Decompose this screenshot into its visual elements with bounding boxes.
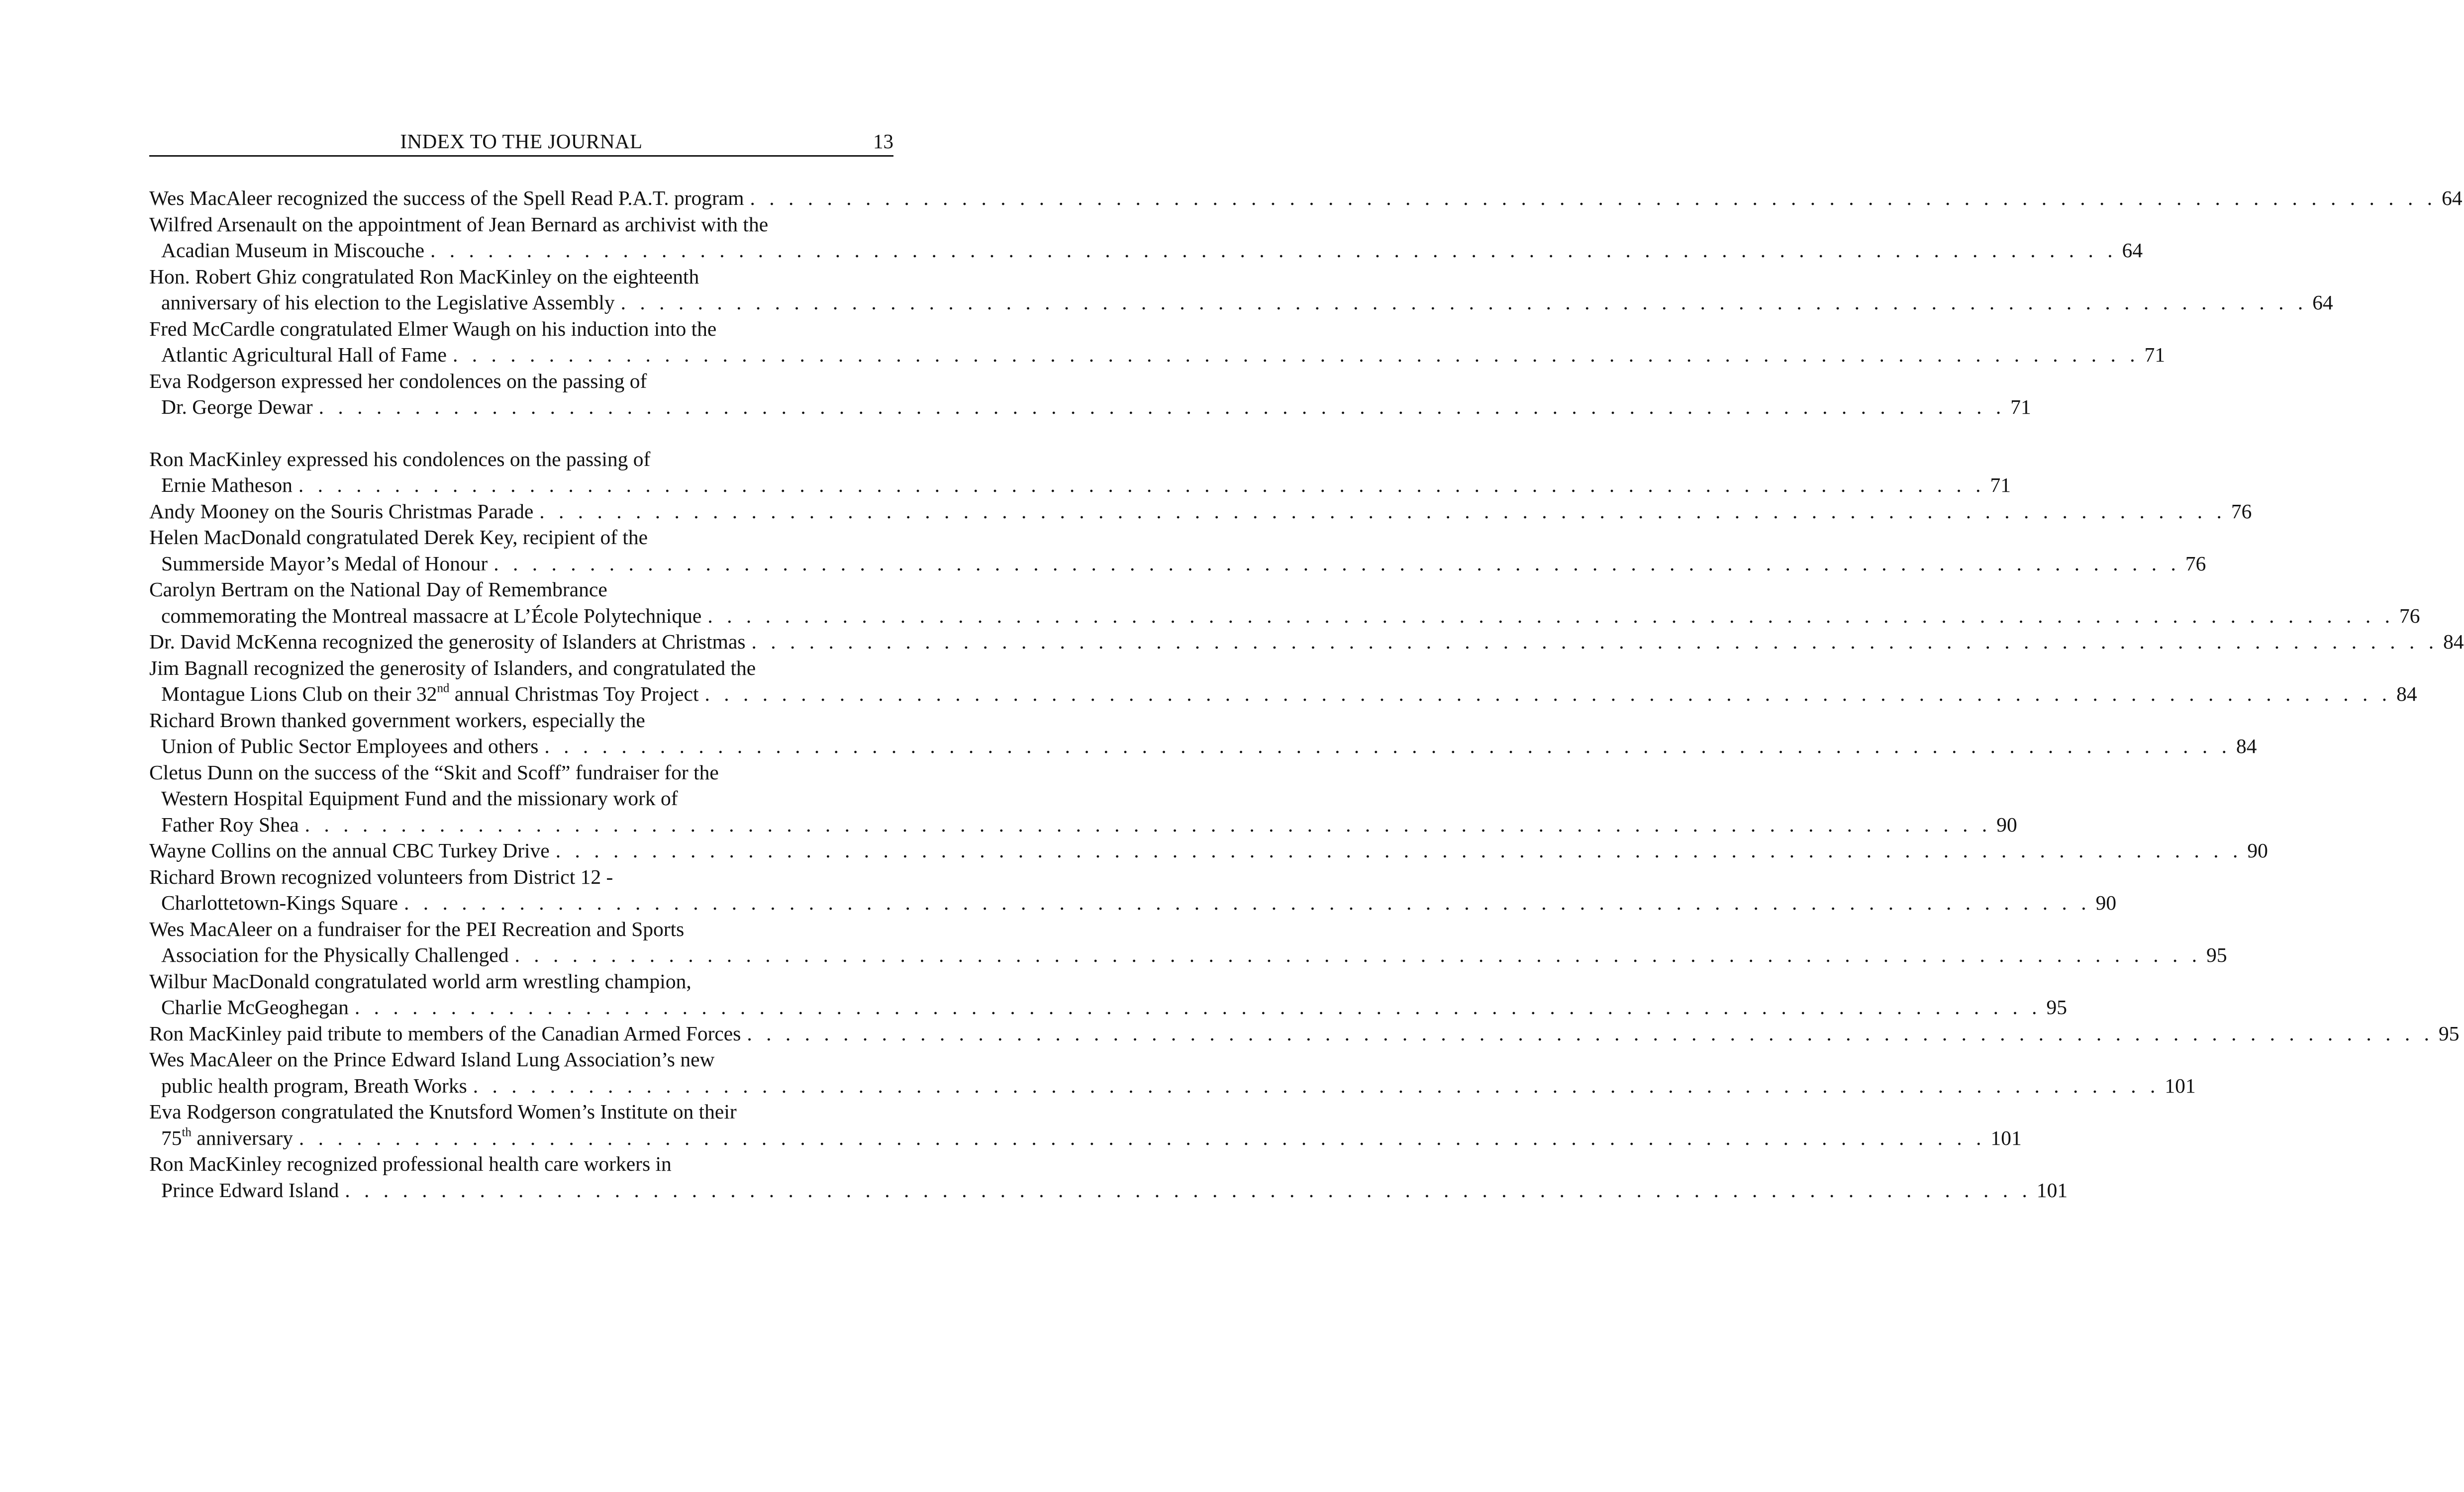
- dot-leader: . . . . . . . . . . . . . . . . . . . . . . . . . . . . . . . . . . . . . . . . . . . . . . . . . . . . . . . . . . . . . . . . . . . . . . . . . . . . . . . . . . . . . . . .: [544, 735, 2232, 757]
- entry-line: [149, 472, 2011, 498]
- entry-page-number: 101: [2036, 1178, 2068, 1202]
- entry-line: [149, 733, 2257, 759]
- dot-leader: . . . . . . . . . . . . . . . . . . . . . . . . . . . . . . . . . . . . . . . . . . . . . . . . . . . . . . . . . . . . . . . . . . . . . . . . . . . . . . . . . . . . . . . .: [354, 996, 2042, 1019]
- index-entry: [149, 1021, 2460, 1047]
- entry-page-number: 95: [2206, 943, 2227, 966]
- entry-text-part: anniversary: [191, 1126, 293, 1149]
- dot-leader: . . . . . . . . . . . . . . . . . . . . . . . . . . . . . . . . . . . . . . . . . . . . . . . . . . . . . . . . . . . . . . . . . . . . . . . . . . . . . . . . . . . . . . . .: [704, 682, 2392, 705]
- entry-page-number: 71: [1990, 473, 2011, 496]
- index-entry: [149, 211, 2143, 264]
- entry-page-number: 64: [2442, 186, 2463, 209]
- entry-text: Father Roy Shea: [161, 813, 299, 836]
- entry-text: [161, 681, 699, 707]
- entry-line: [149, 1073, 2196, 1099]
- entry-text: Richard Brown thanked government workers, especially the: [149, 708, 645, 732]
- dot-leader: . . . . . . . . . . . . . . . . . . . . . . . . . . . . . . . . . . . . . . . . . . . . . . . . . . . . . . . . . . . . . . . . . . . . . . . . . . . . . . . . . . . . . . . .: [514, 943, 2202, 966]
- entry-line: [149, 1021, 2460, 1047]
- entry-text: commemorating the Montreal massacre at L’École Polytechnique: [161, 604, 702, 627]
- entry-page-number: 76: [2399, 604, 2420, 627]
- entry-text: Atlantic Agricultural Hall of Fame: [161, 343, 447, 366]
- entry-text: Association for the Physically Challenged: [161, 943, 509, 966]
- entry-line: [149, 185, 2463, 211]
- entry-text: Dr. George Dewar: [161, 395, 313, 418]
- entry-text-part: 75: [161, 1126, 182, 1149]
- entry-text: Charlottetown-Kings Square: [161, 891, 398, 914]
- dot-leader: . . . . . . . . . . . . . . . . . . . . . . . . . . . . . . . . . . . . . . . . . . . . . . . . . . . . . . . . . . . . . . . . . . . . . . . . . . . . . . . . . . . . . . . .: [345, 1178, 2032, 1202]
- ordinal-suffix: th: [182, 1125, 192, 1139]
- entry-text: Carolyn Bertram on the National Day of Remembrance: [149, 578, 607, 601]
- index-entry: [149, 655, 2417, 707]
- entry-page-number: 101: [2165, 1074, 2196, 1097]
- dot-leader: . . . . . . . . . . . . . . . . . . . . . . . . . . . . . . . . . . . . . . . . . . . . . . . . . . . . . . . . . . . . . . . . . . . . . . . . . . . . . . . . . . . . . . . .: [620, 291, 2308, 314]
- index-entry: [149, 968, 2067, 1021]
- entry-line: [149, 394, 2031, 420]
- entry-text: anniversary of his election to the Legislative Assembly: [161, 291, 615, 314]
- entry-page-number: 64: [2122, 239, 2143, 262]
- index-entry: [149, 864, 2117, 916]
- entry-line: [149, 1125, 2022, 1151]
- entry-line: [149, 498, 2252, 525]
- entry-text: Eva Rodgerson expressed her condolences on the passing of: [149, 369, 647, 392]
- entry-line: [149, 289, 2333, 316]
- entry-line: [149, 603, 2420, 629]
- index-entry: [149, 838, 2268, 864]
- dot-leader: . . . . . . . . . . . . . . . . . . . . . . . . . . . . . . . . . . . . . . . . . . . . . . . . . . . . . . . . . . . . . . . . . . . . . . . . . . . . . . . . . . . . . . . .: [493, 552, 2180, 575]
- entry-text: Union of Public Sector Employees and others: [161, 735, 539, 757]
- entry-text: Wayne Collins on the annual CBC Turkey Drive: [149, 839, 550, 862]
- entry-text: Wes MacAleer recognized the success of the Spell Read P.A.T. program: [149, 186, 744, 209]
- index-entry: [149, 1099, 2022, 1151]
- dot-leader: . . . . . . . . . . . . . . . . . . . . . . . . . . . . . . . . . . . . . . . . . . . . . . . . . . . . . . . . . . . . . . . . . . . . . . . . . . . . . . . . . . . . . . . .: [750, 186, 2437, 209]
- entry-line: [149, 551, 2206, 577]
- entry-page-number: 71: [2144, 343, 2166, 366]
- index-entry: [149, 264, 2333, 316]
- index-entry: [149, 498, 2252, 525]
- entry-page-number: 90: [2095, 891, 2117, 914]
- entry-page-number: 84: [2443, 630, 2464, 653]
- dot-leader: . . . . . . . . . . . . . . . . . . . . . . . . . . . . . . . . . . . . . . . . . . . . . . . . . . . . . . . . . . . . . . . . . . . . . . . . . . . . . . . . . . . . . . . .: [298, 1126, 1986, 1149]
- entry-page-number: 101: [1990, 1126, 2022, 1149]
- index-entry: [149, 368, 2031, 420]
- entry-text: Jim Bagnall recognized the generosity of Islanders, and congratulated the: [149, 656, 756, 679]
- index-entry: [149, 316, 2166, 368]
- index-entry: [149, 916, 2227, 968]
- entry-page-number: 64: [2312, 291, 2333, 314]
- page-number: 13: [873, 130, 893, 153]
- entry-page-number: 95: [2046, 996, 2067, 1019]
- entry-text: Summerside Mayor’s Medal of Honour: [161, 552, 488, 575]
- entry-line: [149, 681, 2417, 707]
- index-entry: [149, 707, 2257, 759]
- entry-page-number: 95: [2439, 1022, 2460, 1045]
- entry-text: [161, 1125, 293, 1151]
- entry-text: Cletus Dunn on the success of the “Skit and Scoff” fundraiser for the: [149, 760, 719, 784]
- index-entry-list: [149, 185, 2464, 1203]
- entry-text: public health program, Breath Works: [161, 1074, 467, 1097]
- entry-line: [149, 838, 2268, 864]
- entry-line: [149, 237, 2143, 264]
- entry-text: Wilfred Arsenault on the appointment of Jean Bernard as archivist with the: [149, 212, 769, 236]
- index-entry: [149, 1046, 2196, 1099]
- entry-text: Andy Mooney on the Souris Christmas Parade: [149, 499, 534, 523]
- entry-line: [149, 942, 2227, 968]
- index-entry: [149, 629, 2464, 655]
- entry-line: [149, 812, 2017, 838]
- entry-page-number: 90: [1996, 813, 2017, 836]
- index-entry: [149, 1151, 2068, 1203]
- index-entry: [149, 446, 2011, 498]
- dot-leader: . . . . . . . . . . . . . . . . . . . . . . . . . . . . . . . . . . . . . . . . . . . . . . . . . . . . . . . . . . . . . . . . . . . . . . . . . . . . . . . . . . . . . . . .: [707, 604, 2394, 627]
- entry-page-number: 84: [2396, 682, 2417, 705]
- entry-text: Western Hospital Equipment Fund and the missionary work of: [161, 787, 678, 810]
- entry-text: Wilbur MacDonald congratulated world arm wrestling champion,: [149, 969, 691, 993]
- entry-text: Acadian Museum in Miscouche: [161, 239, 425, 262]
- entry-text: Wes MacAleer on a fundraiser for the PEI Recreation and Sports: [149, 917, 685, 940]
- entry-text: Ron MacKinley recognized professional health care workers in: [149, 1152, 672, 1175]
- index-entry: [149, 524, 2206, 576]
- entry-text: Dr. David McKenna recognized the generosity of Islanders at Christmas: [149, 630, 746, 653]
- dot-leader: . . . . . . . . . . . . . . . . . . . . . . . . . . . . . . . . . . . . . . . . . . . . . . . . . . . . . . . . . . . . . . . . . . . . . . . . . . . . . . . . . . . . . . . .: [452, 343, 2140, 366]
- index-entry: [149, 185, 2463, 211]
- entry-text: Ron MacKinley paid tribute to members of the Canadian Armed Forces: [149, 1022, 741, 1045]
- dot-leader: . . . . . . . . . . . . . . . . . . . . . . . . . . . . . . . . . . . . . . . . . . . . . . . . . . . . . . . . . . . . . . . . . . . . . . . . . . . . . . . . . . . . . . . .: [404, 891, 2091, 914]
- header-title: INDEX TO THE JOURNAL: [400, 130, 643, 153]
- ordinal-suffix: nd: [437, 681, 450, 695]
- entry-text: Fred McCardle congratulated Elmer Waugh on his induction into the: [149, 317, 717, 340]
- dot-leader: . . . . . . . . . . . . . . . . . . . . . . . . . . . . . . . . . . . . . . . . . . . . . . . . . . . . . . . . . . . . . . . . . . . . . . . . . . . . . . . . . . . . . . . .: [555, 839, 2243, 862]
- entry-line: [149, 890, 2117, 916]
- entry-text: Eva Rodgerson congratulated the Knutsford Women’s Institute on their: [149, 1100, 737, 1123]
- entry-text: Charlie McGeoghegan: [161, 996, 349, 1019]
- entry-page-number: 76: [2185, 552, 2206, 575]
- index-entry: [149, 759, 2017, 838]
- entry-text: Helen MacDonald congratulated Derek Key, recipient of the: [149, 526, 648, 549]
- dot-leader: . . . . . . . . . . . . . . . . . . . . . . . . . . . . . . . . . . . . . . . . . . . . . . . . . . . . . . . . . . . . . . . . . . . . . . . . . . . . . . . . . . . . . . . .: [304, 813, 1992, 836]
- entry-text: Prince Edward Island: [161, 1178, 339, 1202]
- dot-leader: . . . . . . . . . . . . . . . . . . . . . . . . . . . . . . . . . . . . . . . . . . . . . . . . . . . . . . . . . . . . . . . . . . . . . . . . . . . . . . . . . . . . . . . .: [298, 473, 1985, 496]
- entry-page-number: 76: [2231, 499, 2252, 523]
- entry-text: Wes MacAleer on the Prince Edward Island Lung Association’s new: [149, 1048, 715, 1071]
- entry-page-number: 90: [2247, 839, 2268, 862]
- entry-text: Hon. Robert Ghiz congratulated Ron MacKinley on the eighteenth: [149, 265, 699, 288]
- dot-leader: . . . . . . . . . . . . . . . . . . . . . . . . . . . . . . . . . . . . . . . . . . . . . . . . . . . . . . . . . . . . . . . . . . . . . . . . . . . . . . . . . . . . . . . .: [430, 239, 2117, 262]
- entry-text: Ernie Matheson: [161, 473, 293, 496]
- entry-text: Ron MacKinley expressed his condolences on the passing of: [149, 447, 651, 470]
- entry-text: Richard Brown recognized volunteers from District 12 -: [149, 865, 613, 888]
- entry-line: [149, 629, 2464, 655]
- entry-line: [149, 1177, 2068, 1204]
- dot-leader: . . . . . . . . . . . . . . . . . . . . . . . . . . . . . . . . . . . . . . . . . . . . . . . . . . . . . . . . . . . . . . . . . . . . . . . . . . . . . . . . . . . . . . . .: [747, 1022, 2434, 1045]
- dot-leader: . . . . . . . . . . . . . . . . . . . . . . . . . . . . . . . . . . . . . . . . . . . . . . . . . . . . . . . . . . . . . . . . . . . . . . . . . . . . . . . . . . . . . . . .: [473, 1074, 2160, 1097]
- entry-line: [149, 342, 2166, 368]
- running-header: [149, 127, 893, 157]
- index-entry: [149, 576, 2420, 629]
- dot-leader: . . . . . . . . . . . . . . . . . . . . . . . . . . . . . . . . . . . . . . . . . . . . . . . . . . . . . . . . . . . . . . . . . . . . . . . . . . . . . . . . . . . . . . . .: [318, 395, 2006, 418]
- dot-leader: . . . . . . . . . . . . . . . . . . . . . . . . . . . . . . . . . . . . . . . . . . . . . . . . . . . . . . . . . . . . . . . . . . . . . . . . . . . . . . . . . . . . . . . .: [751, 630, 2439, 653]
- entry-line: [149, 994, 2067, 1021]
- entry-text-part: annual Christmas Toy Project: [449, 682, 699, 705]
- entry-text-part: Montague Lions Club on their 32: [161, 682, 437, 705]
- dot-leader: . . . . . . . . . . . . . . . . . . . . . . . . . . . . . . . . . . . . . . . . . . . . . . . . . . . . . . . . . . . . . . . . . . . . . . . . . . . . . . . . . . . . . . . .: [539, 499, 2226, 523]
- entry-page-number: 84: [2236, 735, 2257, 757]
- entry-page-number: 71: [2010, 395, 2031, 418]
